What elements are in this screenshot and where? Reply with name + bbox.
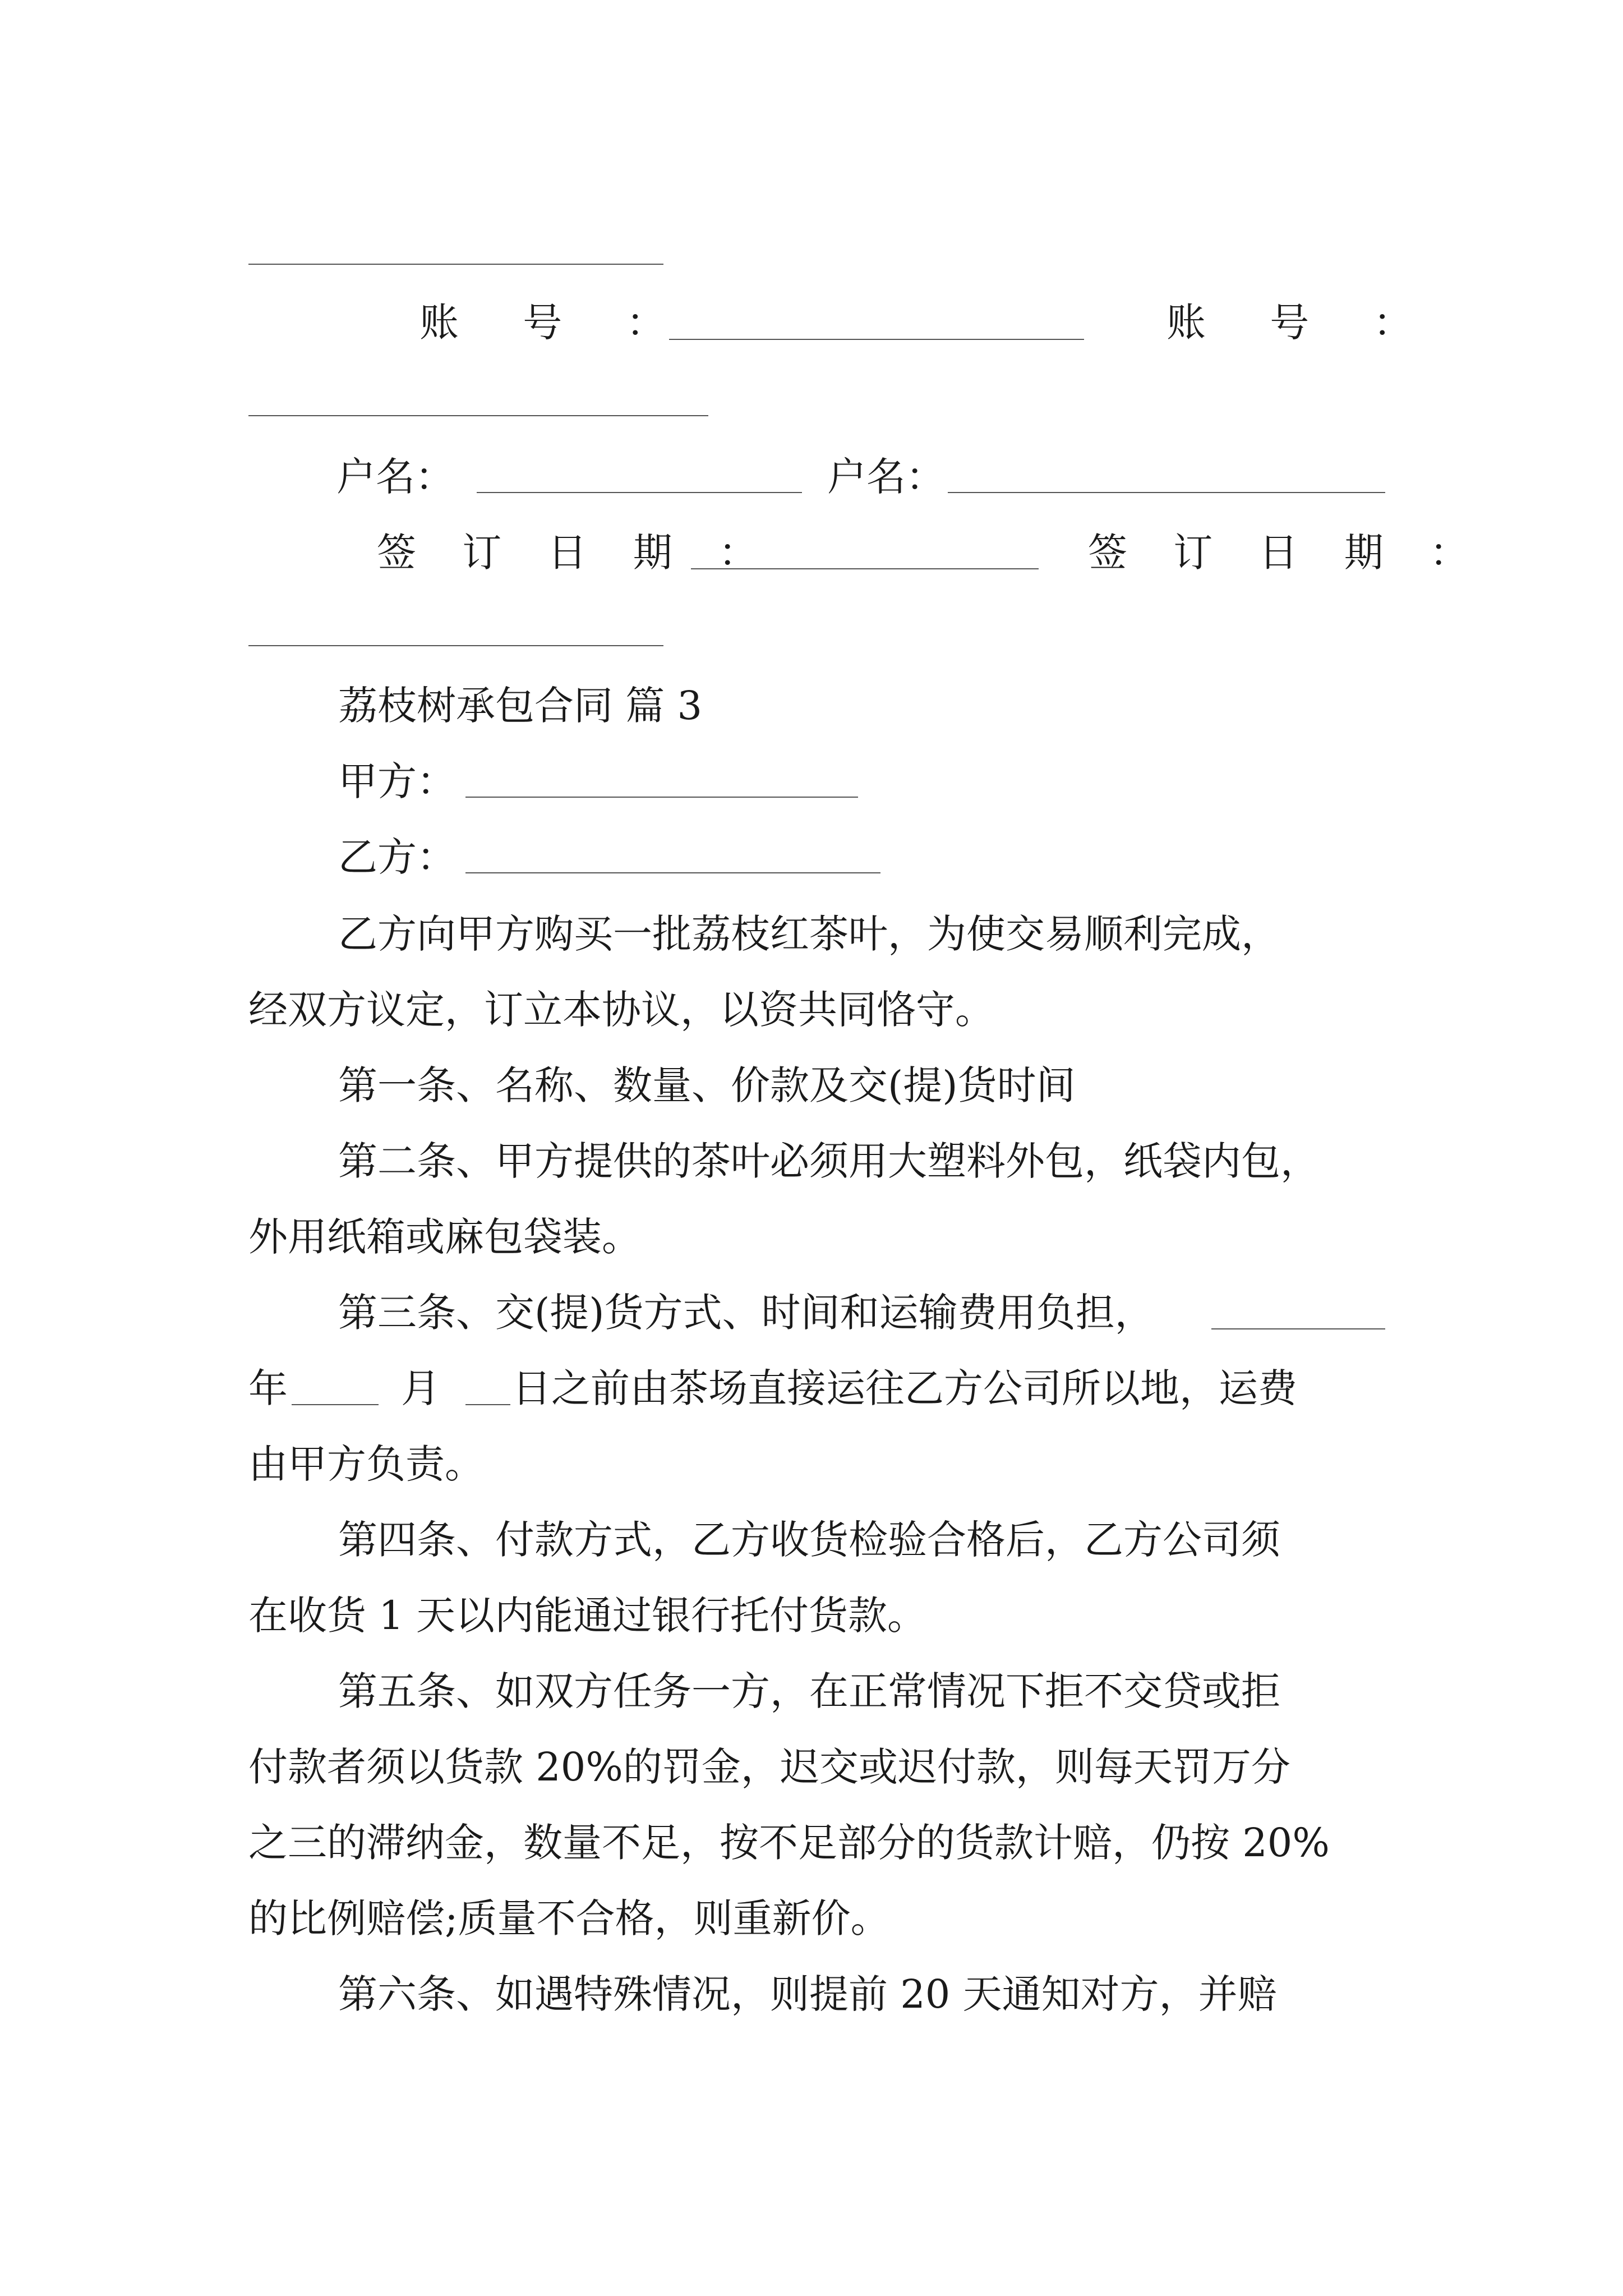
article-5-line-4: 的比例赔偿;质量不合格，则重新价。: [248, 1895, 890, 1941]
party-b-row: [338, 832, 456, 882]
account-blank-right[interactable]: [248, 415, 708, 416]
date-blank-left[interactable]: [691, 568, 1039, 569]
article-3-line-2-year: 年: [248, 1365, 288, 1411]
blank-line: [248, 264, 663, 265]
date-row-left: [377, 527, 774, 578]
account-row: [419, 297, 691, 348]
name-label-right: 户名：: [827, 454, 945, 500]
party-a-blank[interactable]: [465, 797, 858, 798]
article-2-line-1: 第二条、甲方提供的茶叶必须用大塑料外包，纸袋内包，: [338, 1138, 1320, 1184]
account-blank-left[interactable]: [669, 339, 1084, 340]
party-b-blank[interactable]: [465, 872, 880, 873]
article-3-blank-month[interactable]: [465, 1404, 510, 1405]
date-row-right: [1088, 527, 1486, 578]
name-blank-right[interactable]: [948, 492, 1385, 493]
article-3-line-2-rest: 日之前由茶场直接运往乙方公司所以地，运费: [512, 1365, 1297, 1411]
article-5-line-2: 付款者须以货款 20%的罚金，迟交或迟付款，则每天罚万分: [248, 1744, 1290, 1790]
article-1: 第一条、名称、数量、价款及交(提)货时间: [338, 1062, 1076, 1108]
party-a-row: [338, 756, 456, 807]
name-blank-left[interactable]: [477, 492, 802, 493]
article-5-line-1: 第五条、如双方任务一方，在正常情况下拒不交贷或拒: [338, 1668, 1280, 1714]
party-a-label: 甲方：: [338, 758, 456, 804]
contract-title: 荔枝树承包合同 篇 3: [338, 683, 703, 729]
article-3-line-2-month: 月: [401, 1365, 440, 1411]
article-3-line-3: 由甲方负责。: [248, 1441, 484, 1487]
account-label-right: 账 号 ：: [1166, 300, 1438, 346]
date-label-left: 签 订 日 期 ：: [377, 530, 775, 576]
article-4-line-2: 在收货 1 天以内能通过银行托付货款。: [248, 1593, 927, 1639]
article-4-line-1: 第四条、付款方式，乙方收货检验合格后，乙方公司须: [338, 1517, 1280, 1563]
article-3-line-1: 第三条、交(提)货方式、时间和运输费用负担，: [338, 1290, 1154, 1336]
name-row-right: [827, 452, 945, 502]
article-5-line-3: 之三的滞纳金，数量不足，按不足部分的货款计赔，仍按 20%: [248, 1820, 1330, 1866]
name-row-left: [336, 452, 454, 502]
name-label-left: 户名：: [336, 454, 454, 500]
date-blank-right[interactable]: [248, 645, 663, 646]
article-2-line-2: 外用纸箱或麻包袋装。: [248, 1214, 641, 1260]
intro-line-1: 乙方向甲方购买一批荔枝红茶叶，为使交易顺利完成，: [338, 911, 1280, 957]
article-3-blank-year[interactable]: [292, 1404, 379, 1405]
intro-line-2: 经双方议定，订立本协议，以资共同恪守。: [248, 987, 994, 1033]
date-label-right: 签 订 日 期 ：: [1088, 530, 1486, 576]
article-6-line-1: 第六条、如遇特殊情况，则提前 20 天通知对方，并赔: [338, 1971, 1277, 2017]
account-label-left: 账 号 ：: [419, 300, 691, 346]
article-3-blank-1[interactable]: [1211, 1328, 1385, 1329]
party-b-label: 乙方：: [338, 834, 456, 880]
account-row-right: [1166, 297, 1438, 348]
